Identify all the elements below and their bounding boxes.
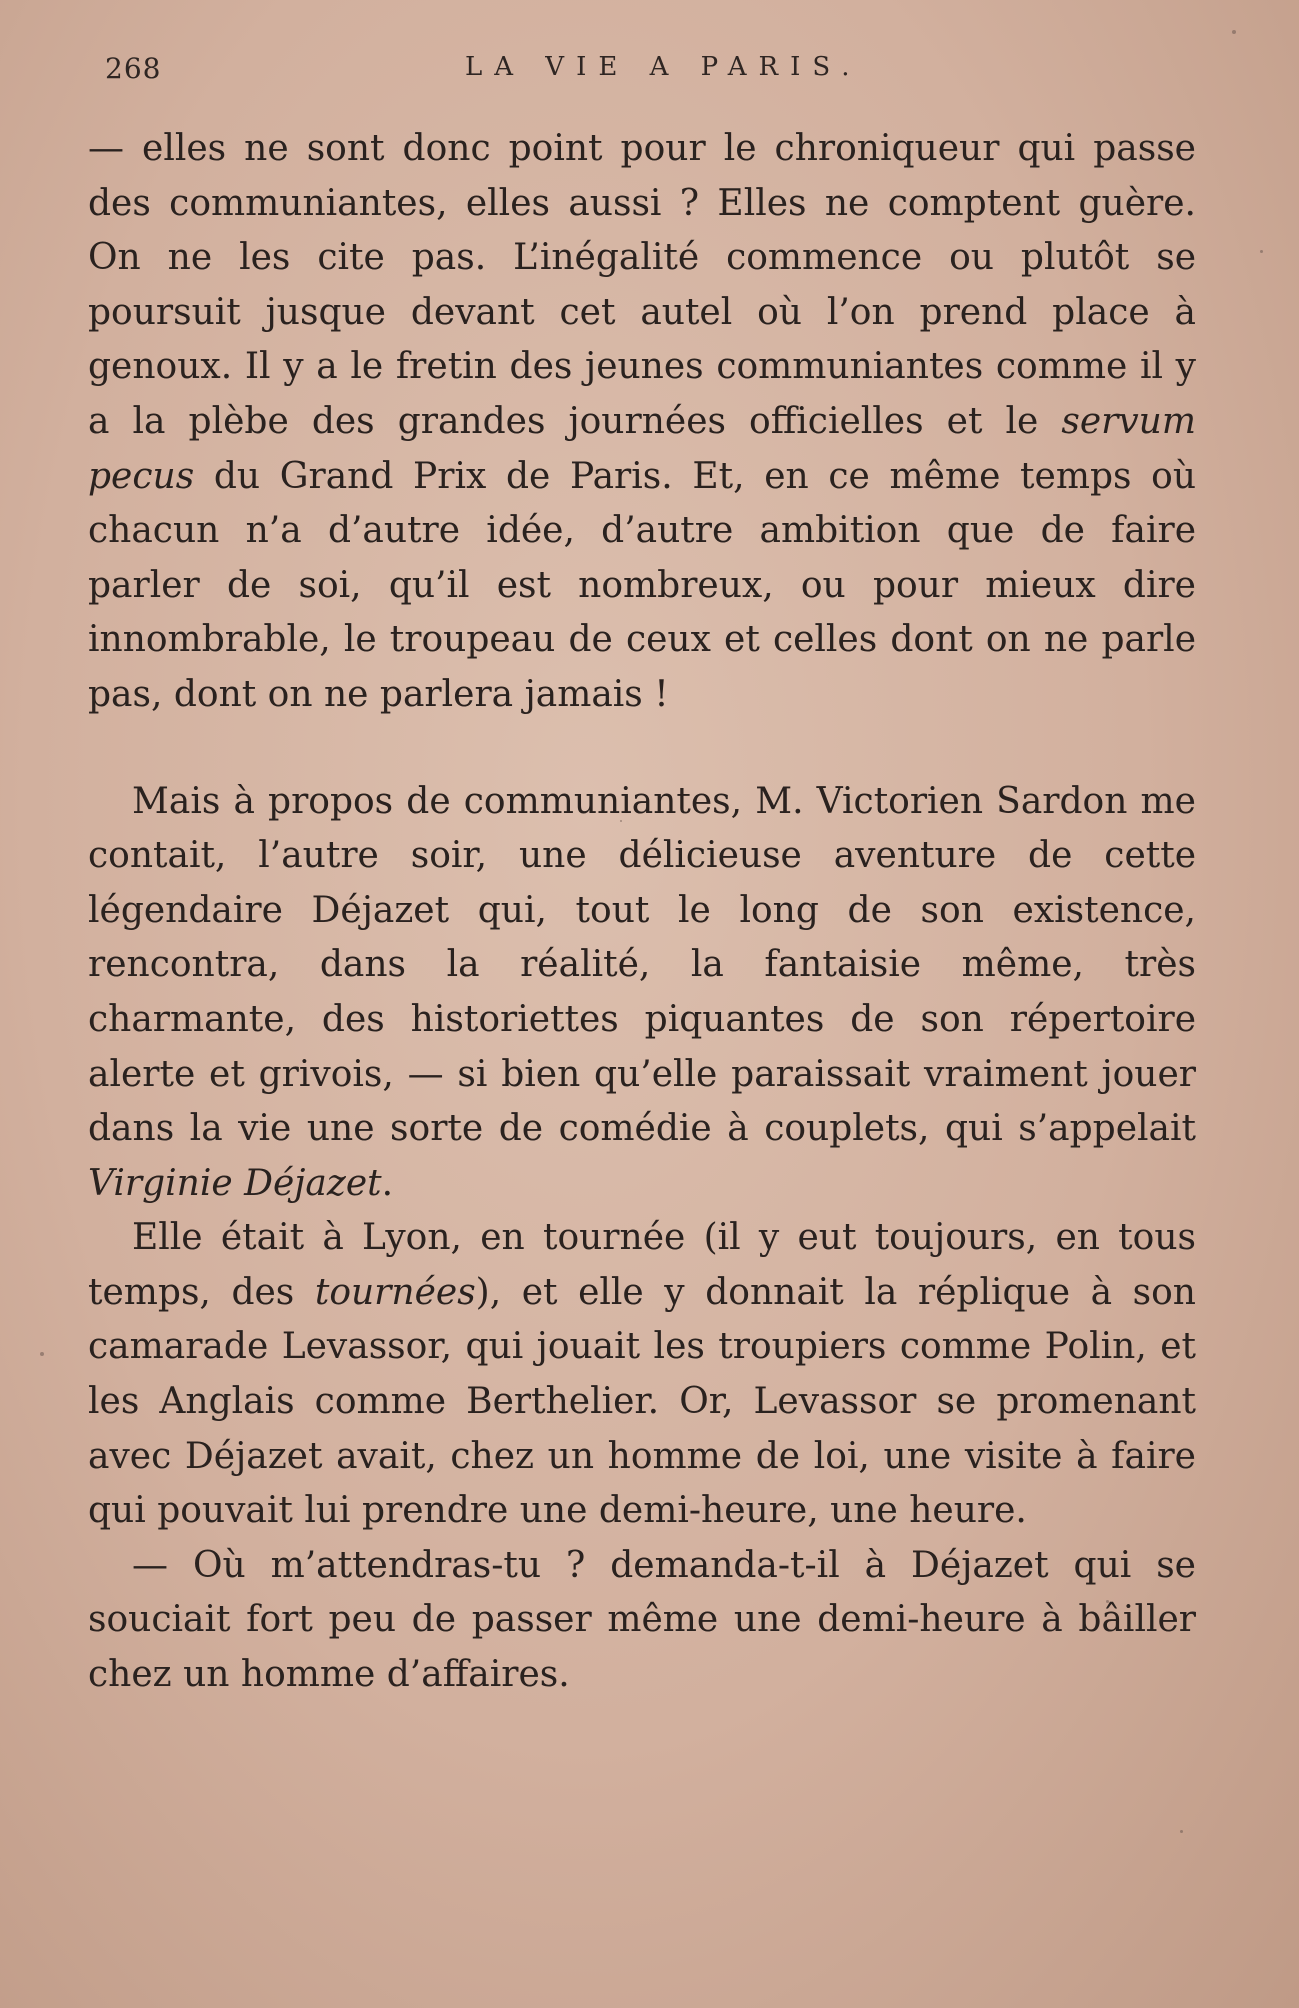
paragraph bbox=[88, 775, 1196, 1212]
page-number: 268 bbox=[105, 52, 162, 85]
text-run: — Où m’attendras-tu ? demanda-t-il à Déjazet qui se souciait fort peu de passer même une demi-heure à bâiller chez un homme d’affaires. bbox=[88, 1544, 1196, 1696]
paragraph bbox=[88, 1211, 1196, 1539]
running-header bbox=[105, 52, 1185, 92]
italic-phrase: Virginie Déjazet bbox=[88, 1162, 382, 1204]
paper-speck bbox=[1180, 1830, 1183, 1833]
text-run: Elle était à Lyon, en tournée (il y eut toujours, en tous temps, des bbox=[88, 1217, 1196, 1313]
text-run: . bbox=[381, 1162, 394, 1204]
text-run: du Grand Prix de Paris. Et, en ce même temps où chacun n’a d’autre idée, d’autre ambition que de faire parler de soi, qu’il est nombreux, ou pour mieux dire innombrable, le troupeau de ceux et celles dont on ne parle pas, dont on ne parlera jamais ! bbox=[88, 455, 1196, 715]
italic-phrase: tournées bbox=[314, 1271, 476, 1313]
running-title: LA VIE A PARIS. bbox=[465, 52, 862, 82]
paper-speck bbox=[1260, 250, 1263, 253]
paper-speck bbox=[40, 1352, 44, 1356]
text-run: Mais à propos de communiantes, M. Victorien Sardon me contait, l’autre soir, une délicieuse aventure de cette légendaire Déjazet qui, tout le long de son existence, rencontra, dans la réalité, la fantaisie même, très charmante, des historiettes piquantes de son répertoire alerte et grivois, — si bien qu’elle paraissait vraiment jouer dans la vie une sorte de comédie à couplets, qui s’appelait bbox=[88, 780, 1196, 1150]
text-run: ), et elle y donnait la réplique à son camarade Levassor, qui jouait les troupiers comme Polin, et les Anglais comme Berthelier. Or, Levassor se promenant avec Déjazet avait, chez un homme de loi, une visite à faire qui pouvait lui prendre une demi-heure, une heure. bbox=[88, 1271, 1196, 1532]
paragraph bbox=[88, 1539, 1196, 1703]
body-text bbox=[88, 122, 1196, 1703]
italic-phrase: servum pecus bbox=[88, 400, 1196, 497]
paragraph bbox=[88, 122, 1196, 723]
text-run: — elles ne sont donc point pour le chroniqueur qui passe des communiantes, elles aussi ? Elles ne comptent guère. On ne les cite pas. L’inégalité commence ou plutôt se poursuit jusque devant cet autel où l’on prend place à genoux. Il y a le fretin des jeunes communiantes comme il y a la plèbe des grandes journées officielles et le bbox=[88, 128, 1196, 442]
paper-speck bbox=[1232, 30, 1236, 34]
